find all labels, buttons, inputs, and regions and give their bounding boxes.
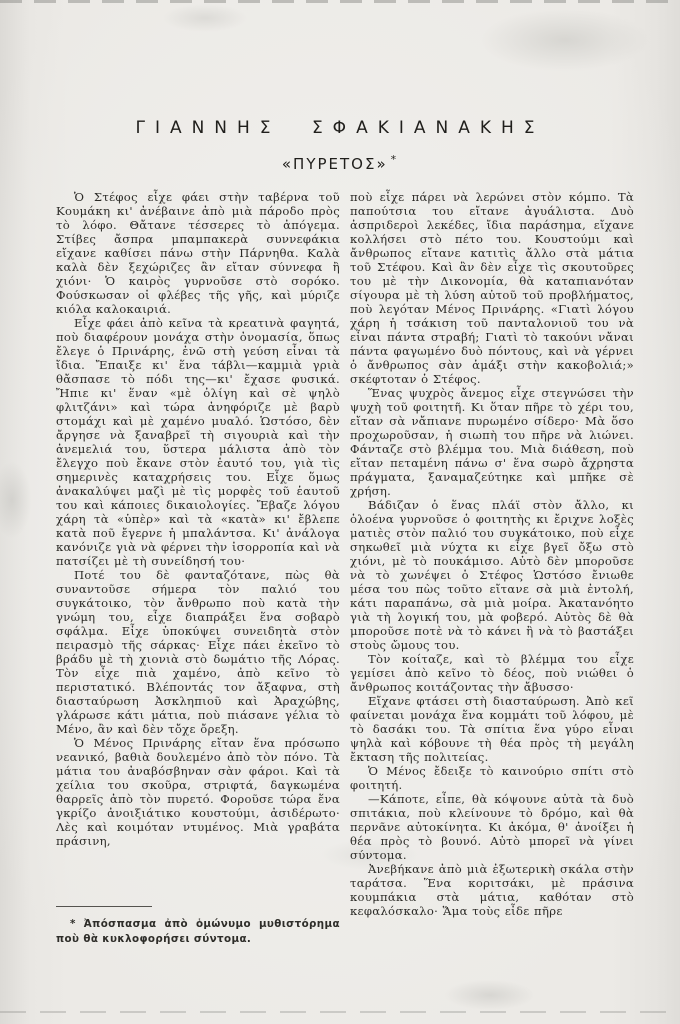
paragraph: Ἀνεβήκανε ἀπὸ μιὰ ἐξωτερικὴ σκάλα στὴν ταράτσα. Ἕνα κοριτσάκι, μὲ πράσινα κουμπάκια στὰ μάτια, καθόταν στὸ κεφαλόσκαλο· Ἅμα τοὺς εἶδε πῆρε [350,862,634,918]
paragraph: Ἕνας ψυχρὸς ἄνεμος εἶχε στεγνώσει τὴν ψυχὴ τοῦ φοιτητῆ. Κι ὅταν πῆρε τὸ χέρι του, εἴταν σὰ νἄπιανε πυρωμένο σίδερο· Μὰ ὅσο προχωροῦσαν, ἡ σιωπὴ του πῆρε νὰ λιώνει. Φάνταζε στὸ βλέμμα του. Μιὰ διάθεση, ποὺ εἴταν πεταμένη πάνω σ' ἕνα σωρὸ ἄχρηστα πράγματα, ξαναμαζεύτηκε καὶ μπῆκε σὲ χρήση. [350,386,634,498]
paragraph: Τὸν κοίταζε, καὶ τὸ βλέμμα του εἶχε γεμίσει ἀπὸ κεῖνο τὸ δέος, ποὺ νιώθει ὁ ἄνθρωπος κοιτάζοντας τὴν ἄβυσσο· [350,652,634,694]
paragraph: Εἶχε φάει ἀπὸ κεῖνα τὰ κρεατινὰ φαγητά, ποὺ διαφέρουν μονάχα στὴν ὀνομασία, ὅπως ἔλεγε ὁ Πρινάρης, ἐνῶ στὴ γεύση εἶναι τὰ ἴδια. Ἔπαιξε κι' ἕνα τάβλι—καμμιὰ γριὰ θἄσπασε τὸ πόδι της—κι' ἔχασε φυσικά. Ἤπιε κι' ἕναν «μὲ ὀλίγη καὶ σὲ ψηλὸ φλιτζάνι» καὶ τώρα ἀνηφόριζε μὲ βαρὺ στομάχι καὶ μὲ χαμένο μυαλό. Ὡστόσο, δὲν ἄργησε νὰ ξαναβρεῖ τὴ σιγουριὰ καὶ τὴν ἀνεμελιά του, ὕστερα μάλιστα ἀπὸ τὸν ἔλεγχο ποὺ ἔκανε στὸν ἑαυτό του, γιὰ τὶς σημερινὲς καταχρήσεις του. Εἶχε ὅμως ἀνακαλύψει μαζὶ μὲ τὶς μορφὲς τοῦ ἑαυτοῦ του καὶ κάποιες δικαιολογίες. Ἔβαζε λόγου χάρη τὰ «ὑπὲρ» καὶ τὰ «κατὰ» κι' ἔβλεπε κατὰ ποῦ ἔγερνε ἡ μπαλάντσα. Κι' ἀνάλογα κανόνιζε γιὰ νὰ φέρνει τὴν ἰσορροπία καὶ νὰ πατσίζει μὲ τὴ συνείδησή του· [56,316,340,568]
scan-edge-artifact-bottom [0,1011,680,1013]
paragraph: Βάδιζαν ὁ ἕνας πλάϊ στὸν ἄλλο, κι ὁλοένα γυρνοῦσε ὁ φοιτητὴς κι ἔριχνε λοξὲς ματιὲς στὸν παλιό του συγκάτοικο, ποὺ εἶχε σηκωθεῖ μιὰ νύχτα κι εἶχε βγεῖ ὄξω στὸ χιόνι, μὲ τὸ πουκάμισο. Αὐτὸ δὲν μποροῦσε νὰ τὸ χωνέψει ὁ Στέφος Ὡστόσο ἔνιωθε μέσα του πὼς τοῦτο εἴτανε σὰ μιὰ ἐντολή, κάτι παραπάνω, σὰ μιὰ μοίρα. Ἀκατανόητο γιὰ τὴ λογική του, μὰ φοβερό. Αὐτὸς δὲ θὰ μποροῦσε ποτὲ νὰ τὸ κάνει ἢ νὰ τὸ βαστάξει στοὺς ὤμους του. [350,498,634,652]
scan-edge-artifact-top [0,0,680,3]
footnote-reference-asterisk: * [390,153,399,166]
left-column [56,190,340,918]
paragraph: ποὺ εἶχε πάρει νὰ λερώνει στὸν κόμπο. Τὰ παπούτσια του εἴτανε ἀγυάλιστα. Δυὸ ἀσπριδεροὶ λεκέδες, ἴδια παράσημα, εἴχανε κολλήσει στὸ πέτο του. Κουστούμι καὶ ἄνθρωπος εἴτανε κατιτὶς ἄλλο στὰ μάτια τοῦ Στέφου. Καὶ ἂν δὲν εἶχε τὶς σκουτοῦρες του μὲ τὴν Δικονομία, θὰ καταπιανόταν σίγουρα μὲ τὴ λύση αὐτοῦ τοῦ προβλήματος, ποὺ λεγόταν Μένος Πρινάρης. «Γιατὶ λόγου χάρη ἡ τσάκιση τοῦ πανταλονιοῦ του νὰ εἶναι πάντα στραβή; Γιατὶ τὸ τακούνι νἄναι πάντα φαγωμένο δυὸ πόντους, καὶ νὰ γέρνει ὁ ἄνθρωπος σὰν ἁμάξι στὴν κακοβολιά;» σκέφτοταν ὁ Στέφος. [350,190,634,386]
right-column [350,190,634,918]
author-name: ΓΙΑΝΝΗΣ ΣΦΑΚΙΑΝΑΚΗΣ [135,118,545,138]
footnote-text [56,917,340,947]
footnote-marker: * [70,918,76,930]
paragraph: Εἴχανε φτάσει στὴ διασταύρωση. Ἀπὸ κεῖ φαίνεται μονάχα ἕνα κομμάτι τοῦ λόφου, μὲ τὸ δασάκι του. Τὰ σπίτια ἕνα γύρο εἶναι ψηλὰ καὶ κόβουνε τὴ θέα πρὸς τὴ μεγάλη ἔκταση τῆς πολιτείας. [350,694,634,764]
story-title [0,153,680,173]
text-columns [56,190,634,918]
paragraph: —Κάποτε, εἶπε, θὰ κόψουνε αὐτὰ τὰ δυὸ σπιτάκια, ποὺ κλείνουνε τὸ δρόμο, καὶ θὰ περνᾶνε αὐτοκίνητα. Κι ἀκόμα, θ' ἀνοίξει ἡ θέα πρὸς τὸ βουνό. Αὐτὸ μπορεῖ νὰ γίνει σύντομα. [350,792,634,862]
paragraph: Ὁ Στέφος εἶχε φάει στὴν ταβέρνα τοῦ Κουμάκη κι' ἀνέβαινε ἀπὸ μιὰ πάροδο πρὸς τὸ λόφο. Θἄτανε τέσσερες τὸ ἀπόγεμα. Στίβες ἄσπρα μπαμπακερὰ συννεφάκια εἴχανε καθίσει πάνω στὴν Πάρνηθα. Καλὰ καλὰ δὲν ξεχώριζες ἂν εἴταν σύννεφα ἢ χιόνι· Ὁ καιρὸς γυρνοῦσε στὸ σορόκο. Φούσκωσαν οἱ φλέβες τῆς γῆς, καὶ μύριζε κιόλα καλοκαιριά. [56,190,340,316]
paragraph: Ὁ Μένος ἔδειξε τὸ καινούριο σπίτι στὸ φοιτητή. [350,764,634,792]
paragraph: Ὁ Μένος Πρινάρης εἴταν ἕνα πρόσωπο νεανικό, βαθιὰ δουλεμένο ἀπὸ τὸν πόνο. Τὰ μάτια του ἀναβόσβηναν σὰν φάροι. Καὶ τὰ χείλια του σκοῦρα, στριφτά, δαγκωμένα θαρρεῖς ἀπὸ τὸν πυρετό. Φοροῦσε τώρα ἕνα γκρίζο ἀνοιξιάτικο κουστούμι, ἀσιδέρωτο· Λὲς καὶ κοιμόταν ντυμένος. Μιὰ γραβάτα πράσινη, [56,736,340,848]
footnote-separator-rule [56,906,152,907]
footnote-body: Ἀπόσπασμα ἀπὸ ὁμώνυμο μυθιστόρημα ποὺ θὰ κυκλοφορήσει σύντομα. [56,918,340,945]
footnote [56,906,340,947]
story-title-text: «ΠΥΡΕΤΟΣ» [281,155,388,173]
paragraph: Ποτέ του δὲ φανταζότανε, πὼς θὰ συναντοῦσε σήμερα τὸν παλιό του συγκάτοικο, τὸν ἄνθρωπο ποὺ κατὰ τὴν γνώμη του, εἶχε διαπράξει ἕνα σοβαρὸ σφάλμα. Εἶχε ὑποκύψει συνειδητὰ στὸν πειρασμὸ τῆς σάρκας· Εἶχε πάει ἐκεῖνο τὸ βράδυ μὲ τὴ χιονιὰ στὸ δωμάτιο τῆς Λόρας. Τὸν εἶχε πιὰ χαμένο, ἀπὸ κεῖνο τὸ περιστατικό. Βλέποντάς τον ἄξαφνα, στὴ διασταύρωση Ἀσκληπιοῦ καὶ Ἀραχώβης, γλάρωσε κάτι μάτια, ποὺ πιάσανε γέλια τὸ Μένο, ἂν καὶ δὲν τὄχε ὄρεξη. [56,568,340,736]
